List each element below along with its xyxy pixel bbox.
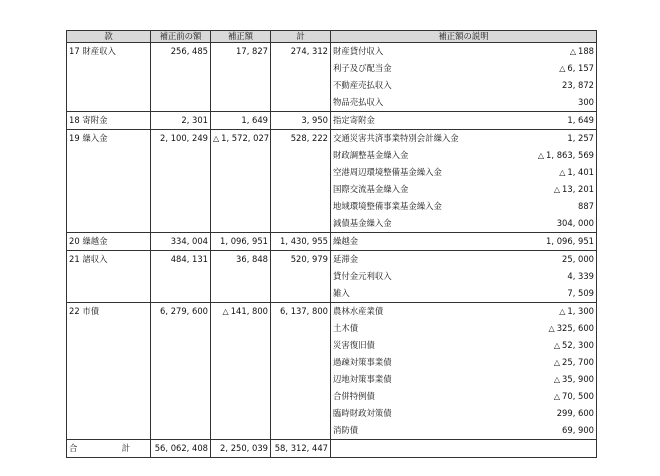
- total-cell-text: 520, 979: [290, 254, 328, 264]
- table-row: [67, 285, 597, 303]
- explanation-item: 貸付金元利収入: [333, 271, 392, 281]
- explanation-item: 地域環境整備事業基金繰入金: [333, 201, 442, 211]
- explanation-amount-value: 70, 500: [562, 391, 594, 401]
- explanation-amount: [570, 45, 594, 58]
- total-cell: [271, 164, 331, 181]
- explanation-cell: [331, 94, 597, 112]
- total-total-cell-text: 58, 312, 447: [274, 443, 328, 453]
- explanation-cell: [331, 388, 597, 405]
- total-cell: [271, 337, 331, 354]
- correction-amount-cell: [211, 60, 271, 77]
- negative-triangle-icon: △: [553, 392, 561, 401]
- correction-amount-cell: [211, 198, 271, 215]
- explanation-cell: [331, 215, 597, 233]
- correction-amount-cell-text: 141, 800: [230, 306, 268, 316]
- negative-triangle-icon: △: [537, 151, 545, 160]
- explanation-cell: [331, 320, 597, 337]
- total-correction-amount-cell-text: 2, 250, 039: [220, 443, 268, 453]
- explanation-amount-value: 25, 700: [562, 357, 594, 367]
- correction-amount-cell: [211, 422, 271, 440]
- explanation-cell: [331, 268, 597, 285]
- total-cell: [271, 112, 331, 130]
- kan-cell-text: 22 市債: [69, 306, 100, 316]
- total-before-amount-cell: [151, 440, 211, 458]
- before-amount-cell: [151, 181, 211, 198]
- explanation-item: 財政調整基金繰入金: [333, 150, 409, 160]
- total-cell: [271, 215, 331, 233]
- explanation-amount: [559, 62, 594, 75]
- kan-cell: [67, 215, 151, 233]
- table-row: [67, 130, 597, 148]
- correction-amount-cell: [211, 233, 271, 251]
- before-amount-cell: [151, 422, 211, 440]
- total-before-amount-cell-text: 56, 062, 408: [154, 443, 208, 453]
- correction-amount-cell: [211, 181, 271, 198]
- total-explanation-cell: [331, 440, 597, 458]
- explanation-amount-value: 1, 257: [567, 133, 594, 143]
- negative-triangle-icon: △: [213, 134, 220, 143]
- before-amount-cell: [151, 112, 211, 130]
- explanation-item: 合併特例債: [333, 391, 375, 401]
- header-kan: 款: [67, 31, 151, 43]
- explanation-amount: [567, 270, 594, 283]
- total-correction-amount-cell: [211, 440, 271, 458]
- before-amount-cell: [151, 43, 211, 61]
- before-amount-cell: [151, 405, 211, 422]
- total-cell-text: 1, 430, 955: [280, 236, 328, 246]
- kan-cell: [67, 337, 151, 354]
- kan-cell: [67, 77, 151, 94]
- correction-amount-cell-text: 1, 096, 951: [220, 236, 268, 246]
- before-amount-cell: [151, 303, 211, 321]
- negative-triangle-icon: △: [548, 324, 555, 333]
- correction-amount-cell: [211, 251, 271, 269]
- kan-cell-text: 20 繰越金: [69, 236, 108, 246]
- total-cell: [271, 371, 331, 388]
- explanation-amount-value: 25, 000: [562, 254, 594, 264]
- table-row: [67, 320, 597, 337]
- negative-triangle-icon: △: [553, 358, 561, 367]
- kan-cell: [67, 251, 151, 269]
- table-row: [67, 233, 597, 251]
- correction-amount-cell: [211, 94, 271, 112]
- explanation-amount: [567, 287, 594, 300]
- header-correction-amount: 補正額: [211, 31, 271, 43]
- kan-cell-text: 21 諸収入: [69, 254, 108, 264]
- before-amount-cell: [151, 268, 211, 285]
- kan-cell: [67, 303, 151, 321]
- explanation-amount-value: 304, 000: [556, 218, 594, 228]
- explanation-amount-value: 6, 157: [567, 63, 594, 73]
- explanation-item: 辺地対策事業債: [333, 374, 392, 384]
- table-row: [67, 198, 597, 215]
- explanation-cell: [331, 77, 597, 94]
- explanation-amount-value: 1, 401: [567, 167, 594, 177]
- correction-amount-cell: [211, 337, 271, 354]
- negative-triangle-icon: △: [553, 375, 561, 384]
- before-amount-cell-text: 2, 301: [181, 115, 208, 125]
- explanation-item: 減債基金繰入金: [333, 218, 392, 228]
- before-amount-cell-text: 256, 485: [170, 46, 208, 56]
- table-row: [67, 354, 597, 371]
- correction-amount-cell-text: 17, 827: [236, 46, 268, 56]
- kan-cell: [67, 371, 151, 388]
- explanation-amount-value: 52, 300: [562, 340, 594, 350]
- explanation-item: 国際交流基金繰入金: [333, 184, 409, 194]
- total-cell-text: 274, 312: [290, 46, 328, 56]
- kan-cell: [67, 60, 151, 77]
- explanation-item: 物品売払収入: [333, 97, 384, 107]
- total-cell: [271, 43, 331, 61]
- kan-cell: [67, 94, 151, 112]
- explanation-cell: [331, 303, 597, 321]
- correction-amount-cell: [211, 43, 271, 61]
- kan-cell: [67, 405, 151, 422]
- header-explanation: 補正額の説明: [331, 31, 597, 43]
- correction-amount-cell: [211, 112, 271, 130]
- total-cell: [271, 233, 331, 251]
- negative-triangle-icon: △: [559, 168, 566, 177]
- explanation-cell: [331, 251, 597, 269]
- table-row: [67, 147, 597, 164]
- before-amount-cell: [151, 198, 211, 215]
- kan-cell: [67, 43, 151, 61]
- explanation-amount: [578, 96, 594, 109]
- before-amount-cell-text: 484, 131: [170, 254, 208, 264]
- explanation-amount-value: 1, 649: [567, 115, 594, 125]
- kan-cell-text: 19 繰入金: [69, 133, 108, 143]
- explanation-amount: [538, 149, 594, 162]
- total-cell: [271, 388, 331, 405]
- explanation-item: 繰越金: [333, 236, 359, 246]
- explanation-cell: [331, 422, 597, 440]
- before-amount-cell: [151, 77, 211, 94]
- total-cell: [271, 94, 331, 112]
- explanation-amount-value: 299, 600: [556, 408, 594, 418]
- explanation-cell: [331, 43, 597, 61]
- correction-amount-cell: [211, 77, 271, 94]
- table-row: [67, 251, 597, 269]
- table-row: [67, 112, 597, 130]
- explanation-amount: [557, 217, 594, 230]
- kan-cell: [67, 198, 151, 215]
- explanation-amount: [549, 322, 594, 335]
- explanation-item: 臨時財政対策債: [333, 408, 392, 418]
- total-cell: [271, 181, 331, 198]
- correction-amount-cell: [211, 130, 271, 148]
- negative-triangle-icon: △: [222, 307, 229, 316]
- explanation-amount: [554, 373, 594, 386]
- before-amount-cell: [151, 94, 211, 112]
- kan-cell-text: 17 財産収入: [69, 46, 116, 56]
- table-row: [67, 43, 597, 61]
- kan-cell: [67, 181, 151, 198]
- total-cell: [271, 268, 331, 285]
- kan-cell: [67, 164, 151, 181]
- explanation-item: 利子及び配当金: [333, 63, 392, 73]
- explanation-amount: [578, 200, 594, 213]
- total-cell: [271, 303, 331, 321]
- explanation-amount: [567, 114, 594, 127]
- explanation-item: 交通災害共済事業特別会計繰入金: [333, 133, 459, 143]
- total-cell-text: 528, 222: [290, 133, 328, 143]
- before-amount-cell: [151, 285, 211, 303]
- correction-amount-cell: [211, 388, 271, 405]
- correction-amount-cell: [211, 354, 271, 371]
- explanation-item: 財産貸付収入: [333, 46, 384, 56]
- explanation-cell: [331, 130, 597, 148]
- correction-amount-cell: [211, 285, 271, 303]
- before-amount-cell-text: 2, 100, 249: [160, 133, 208, 143]
- explanation-amount: [554, 339, 594, 352]
- explanation-cell: [331, 354, 597, 371]
- explanation-amount-value: 300: [578, 97, 594, 107]
- explanation-cell: [331, 405, 597, 422]
- correction-amount-cell-text: 1, 572, 027: [221, 133, 270, 143]
- total-cell-text: 3, 950: [301, 115, 328, 125]
- explanation-cell: [331, 147, 597, 164]
- explanation-amount-value: 23, 872: [562, 80, 594, 90]
- before-amount-cell: [151, 371, 211, 388]
- explanation-amount-value: 887: [578, 201, 594, 211]
- table-body: [67, 43, 597, 458]
- kan-cell: [67, 130, 151, 148]
- table-row: [67, 215, 597, 233]
- correction-amount-cell: [211, 303, 271, 321]
- total-cell: [271, 77, 331, 94]
- explanation-amount-value: 7, 509: [567, 288, 594, 298]
- total-cell: [271, 285, 331, 303]
- total-cell: [271, 251, 331, 269]
- kan-cell: [67, 268, 151, 285]
- explanation-amount: [562, 424, 594, 437]
- kan-cell: [67, 354, 151, 371]
- explanation-amount-value: 325, 600: [556, 323, 594, 333]
- explanation-item: 指定寄附金: [333, 115, 375, 125]
- before-amount-cell-text: 334, 004: [170, 236, 208, 246]
- explanation-amount-value: 1, 096, 951: [546, 236, 594, 246]
- explanation-cell: [331, 60, 597, 77]
- explanation-item: 消防債: [333, 425, 359, 435]
- total-cell: [271, 147, 331, 164]
- before-amount-cell: [151, 388, 211, 405]
- explanation-cell: [331, 233, 597, 251]
- table-row: [67, 371, 597, 388]
- explanation-amount: [554, 183, 594, 196]
- total-cell: [271, 320, 331, 337]
- total-row: [67, 440, 597, 458]
- explanation-amount: [562, 79, 594, 92]
- before-amount-cell: [151, 164, 211, 181]
- table-row: [67, 164, 597, 181]
- table-row: [67, 388, 597, 405]
- table-header-row: [67, 31, 597, 43]
- explanation-amount-value: 13, 201: [562, 184, 594, 194]
- explanation-cell: [331, 112, 597, 130]
- header-before-amount: 補正前の額: [151, 31, 211, 43]
- explanation-item: 農林水産業債: [333, 306, 384, 316]
- explanation-amount-value: 4, 339: [567, 271, 594, 281]
- explanation-cell: [331, 371, 597, 388]
- table-row: [67, 405, 597, 422]
- explanation-cell: [331, 164, 597, 181]
- explanation-cell: [331, 181, 597, 198]
- explanation-item: 雑入: [333, 288, 350, 298]
- explanation-amount: [554, 390, 594, 403]
- before-amount-cell-text: 6, 279, 600: [160, 306, 208, 316]
- total-cell: [271, 130, 331, 148]
- explanation-amount: [567, 132, 594, 145]
- explanation-cell: [331, 337, 597, 354]
- before-amount-cell: [151, 320, 211, 337]
- explanation-cell: [331, 198, 597, 215]
- explanation-amount-value: 188: [578, 46, 594, 56]
- correction-amount-cell: [211, 147, 271, 164]
- kan-cell: [67, 320, 151, 337]
- explanation-amount: [554, 356, 594, 369]
- negative-triangle-icon: △: [559, 64, 566, 73]
- header-total: 計: [271, 31, 331, 43]
- negative-triangle-icon: △: [569, 47, 576, 56]
- explanation-item: 災害復旧債: [333, 340, 375, 350]
- correction-amount-cell: [211, 164, 271, 181]
- correction-amount-cell-text: 36, 848: [236, 254, 268, 264]
- explanation-amount: [559, 166, 594, 179]
- explanation-amount: [562, 253, 594, 266]
- negative-triangle-icon: △: [553, 341, 561, 350]
- total-label-cell: [67, 440, 151, 458]
- total-total-cell: [271, 440, 331, 458]
- before-amount-cell: [151, 60, 211, 77]
- before-amount-cell: [151, 251, 211, 269]
- explanation-amount-value: 69, 900: [562, 425, 594, 435]
- explanation-amount-value: 1, 863, 569: [546, 150, 594, 160]
- table-row: [67, 268, 597, 285]
- explanation-item: 不動産売払収入: [333, 80, 392, 90]
- kan-cell-text: 18 寄附金: [69, 115, 108, 125]
- explanation-amount: [557, 407, 594, 420]
- total-cell-text: 6, 137, 800: [280, 306, 328, 316]
- correction-amount-cell: [211, 268, 271, 285]
- explanation-amount-value: 35, 900: [562, 374, 594, 384]
- before-amount-cell: [151, 337, 211, 354]
- explanation-amount: [546, 235, 594, 248]
- negative-triangle-icon: △: [559, 307, 566, 316]
- kan-cell: [67, 112, 151, 130]
- kan-cell: [67, 422, 151, 440]
- kan-cell: [67, 388, 151, 405]
- table-row: [67, 303, 597, 321]
- explanation-amount: [559, 305, 594, 318]
- table-row: [67, 422, 597, 440]
- table-row: [67, 60, 597, 77]
- total-cell: [271, 354, 331, 371]
- correction-amount-cell: [211, 405, 271, 422]
- table-row: [67, 181, 597, 198]
- kan-cell: [67, 233, 151, 251]
- before-amount-cell: [151, 233, 211, 251]
- kan-cell: [67, 285, 151, 303]
- before-amount-cell: [151, 147, 211, 164]
- explanation-item: 空港周辺環境整備基金繰入金: [333, 167, 442, 177]
- supplementary-budget-table: [66, 30, 597, 458]
- before-amount-cell: [151, 215, 211, 233]
- explanation-amount-value: 1, 300: [567, 306, 594, 316]
- table-row: [67, 77, 597, 94]
- correction-amount-cell: [211, 320, 271, 337]
- total-cell: [271, 198, 331, 215]
- kan-cell: [67, 147, 151, 164]
- total-cell: [271, 422, 331, 440]
- total-cell: [271, 60, 331, 77]
- total-cell: [271, 405, 331, 422]
- explanation-item: 過疎対策事業債: [333, 357, 392, 367]
- before-amount-cell: [151, 354, 211, 371]
- correction-amount-cell-text: 1, 649: [241, 115, 268, 125]
- total-label-cell-text: 合 計: [69, 443, 149, 453]
- explanation-item: 土木債: [333, 323, 359, 333]
- explanation-cell: [331, 285, 597, 303]
- explanation-item: 延滞金: [333, 254, 359, 264]
- negative-triangle-icon: △: [553, 185, 561, 194]
- table-row: [67, 94, 597, 112]
- correction-amount-cell: [211, 215, 271, 233]
- before-amount-cell: [151, 130, 211, 148]
- correction-amount-cell: [211, 371, 271, 388]
- table-row: [67, 337, 597, 354]
